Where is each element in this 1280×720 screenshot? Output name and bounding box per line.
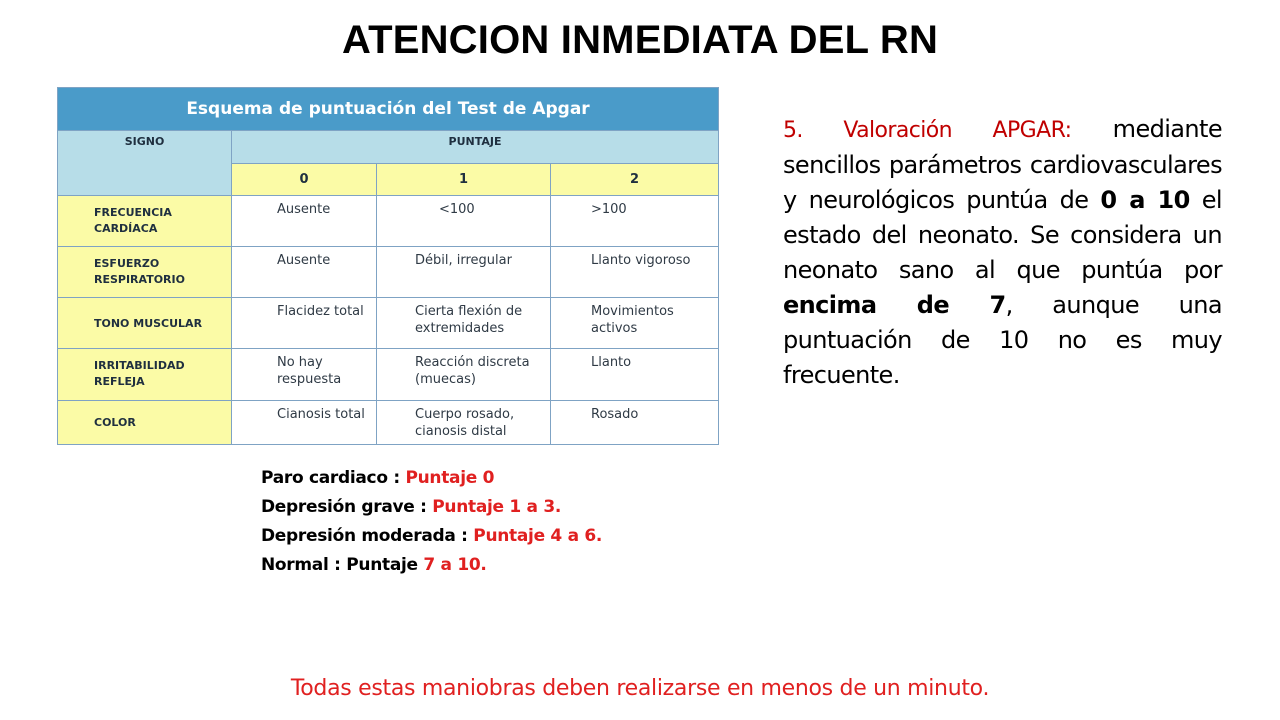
table-row	[58, 400, 719, 444]
table-row	[58, 298, 719, 349]
apgar-description	[783, 112, 1222, 393]
sign-label: ESFUERZO RESPIRATORIO	[58, 246, 232, 297]
apgar-heading: 5. Valoración APGAR	[783, 118, 1065, 143]
category-label: Depresión moderada :	[261, 526, 474, 546]
footer-note: Todas estas maniobras deben realizarse en menos de un minuto.	[290, 676, 990, 701]
list-item	[261, 522, 681, 551]
table-cell: Cuerpo rosado, cianosis distal	[377, 400, 551, 444]
table-cell: >100	[551, 195, 719, 246]
table-cell: No hay respuesta	[232, 349, 377, 400]
table-row	[58, 195, 719, 246]
score-header-2: 2	[551, 164, 719, 195]
table-cell: Débil, irregular	[377, 246, 551, 297]
description-text: el estado del neonato. Se considera un neonato sano al que puntúa por	[783, 186, 1222, 284]
table-cell: Reacción discreta (muecas)	[377, 349, 551, 400]
category-value: Puntaje 0	[405, 468, 495, 488]
table-cell: <100	[377, 195, 551, 246]
table-cell: Rosado	[551, 400, 719, 444]
category-label: Paro cardiaco :	[261, 468, 406, 488]
category-label: Depresión grave :	[261, 497, 433, 517]
table-cell: Cierta flexión de extremidades	[377, 298, 551, 349]
healthy-threshold-highlight: encima de 7	[783, 291, 1006, 319]
sign-label: IRRITABILIDAD REFLEJA	[58, 349, 232, 400]
score-range-highlight: 0 a 10	[1100, 186, 1190, 214]
apgar-heading-colon: :	[1064, 118, 1072, 143]
category-label: Normal : Puntaje	[261, 555, 424, 575]
list-item	[261, 464, 681, 493]
table-row	[58, 349, 719, 400]
description-text: , aunque una puntuación de 10 no es muy frecuente.	[783, 291, 1222, 389]
table-title: Esquema de puntuación del Test de Apgar	[58, 88, 719, 131]
sign-label: TONO MUSCULAR	[58, 298, 232, 349]
table-cell: Llanto vigoroso	[551, 246, 719, 297]
table-cell: Flacidez total	[232, 298, 377, 349]
description-text: mediante sencillos parámetros cardiovasculares y neurológicos puntúa de	[783, 115, 1222, 214]
list-item	[261, 493, 681, 522]
score-category-list	[261, 464, 681, 580]
slide-title: ATENCION INMEDIATA DEL RN	[341, 18, 939, 62]
list-item	[261, 551, 681, 580]
sign-label: FRECUENCIA CARDÍACA	[58, 195, 232, 246]
table-cell: Cianosis total	[232, 400, 377, 444]
apgar-score-table	[57, 87, 719, 445]
sign-column-header: SIGNO	[58, 131, 232, 195]
sign-label: COLOR	[58, 400, 232, 444]
table-cell: Ausente	[232, 246, 377, 297]
category-value: Puntaje 4 a 6.	[473, 526, 603, 546]
score-header-0: 0	[232, 164, 377, 195]
table-cell: Ausente	[232, 195, 377, 246]
score-header-1: 1	[377, 164, 551, 195]
table-cell: Llanto	[551, 349, 719, 400]
table-row	[58, 246, 719, 297]
score-column-header: PUNTAJE	[232, 131, 719, 164]
table-cell: Movimientos activos	[551, 298, 719, 349]
category-value: 7 a 10.	[423, 555, 487, 575]
category-value: Puntaje 1 a 3.	[432, 497, 562, 517]
